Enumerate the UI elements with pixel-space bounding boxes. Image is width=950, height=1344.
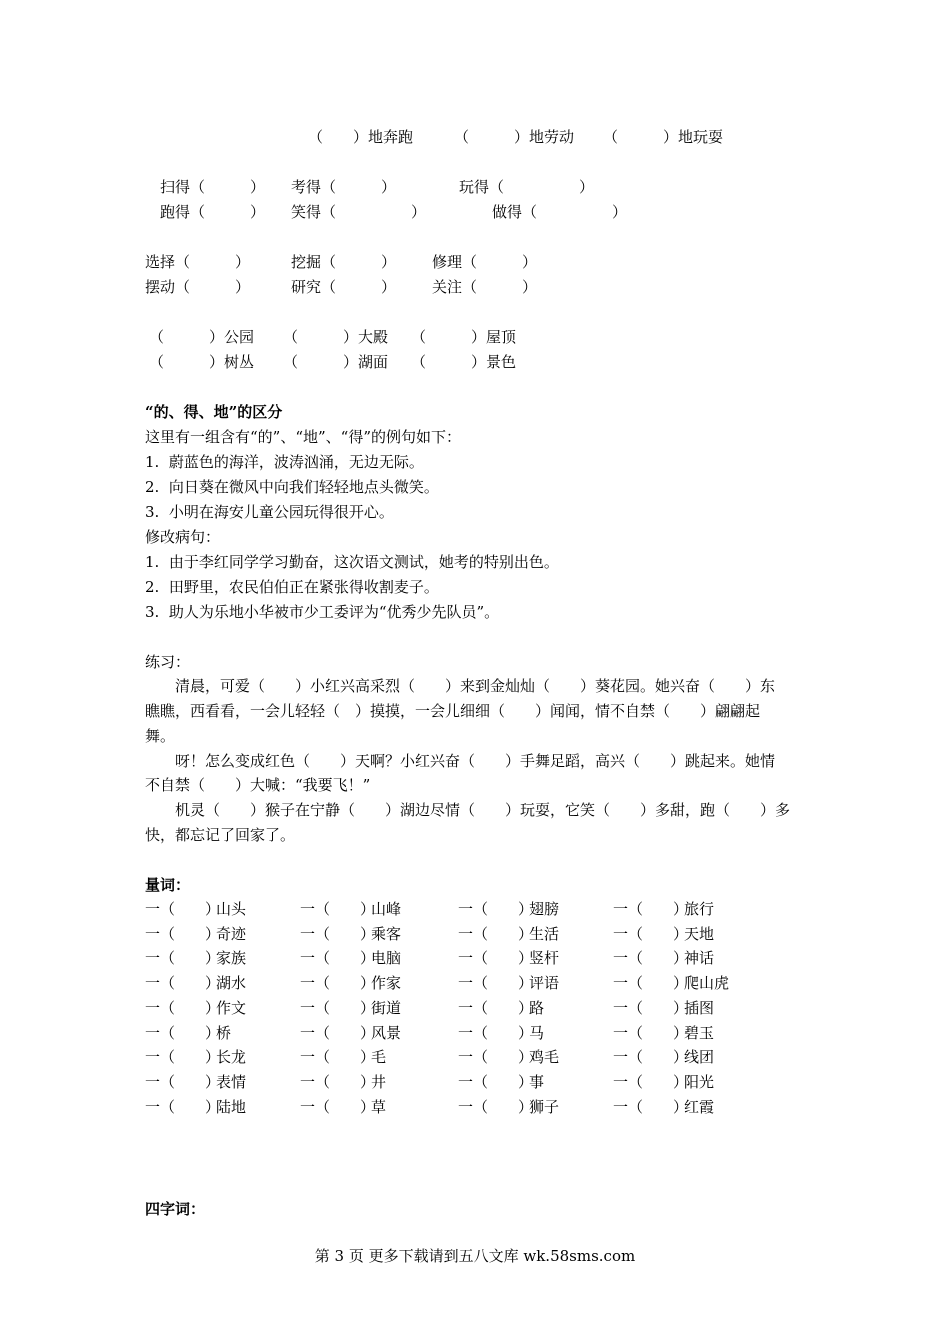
measure-noun: 生活 xyxy=(529,924,560,943)
measure-noun: 风景 xyxy=(371,1023,402,1042)
measure-blank: 一（ ） xyxy=(145,974,221,993)
measure-noun: 山头 xyxy=(216,900,247,918)
fix-line: 1. 由于李红同学学习勤奋，这次语文测试，她考的特别出色。 xyxy=(145,553,559,571)
practice-title: 练习： xyxy=(145,653,191,671)
measure-noun: 插图 xyxy=(684,998,715,1017)
measure-blank: 一（ ） xyxy=(300,949,376,968)
four-char-title: 四字词： xyxy=(145,1200,206,1218)
measure-noun: 家族 xyxy=(216,949,247,968)
measure-blank: 一（ ） xyxy=(145,1023,221,1042)
measure-blank: 一（ ） xyxy=(613,924,689,943)
measure-blank: 一（ ） xyxy=(458,998,534,1017)
object-item: 选择（ ） xyxy=(145,253,251,271)
practice-line: 快，都忘记了回家了。 xyxy=(145,826,296,844)
measure-blank: 一（ ） xyxy=(300,1048,376,1067)
measure-blank: 一（ ） xyxy=(458,924,534,943)
object-item: 关注（ ） xyxy=(432,278,538,296)
measure-noun: 碧玉 xyxy=(684,1023,715,1042)
fix-title: 修改病句： xyxy=(145,528,221,546)
measure-noun: 翅膀 xyxy=(529,900,560,918)
measure-blank: 一（ ） xyxy=(458,1048,534,1067)
measure-noun: 狮子 xyxy=(529,1097,560,1116)
measure-noun: 鸡毛 xyxy=(529,1048,560,1067)
measure-noun: 街道 xyxy=(371,998,402,1017)
page-footer: 第 3 页 更多下载请到五八文库 wk.58sms.com xyxy=(314,1247,636,1265)
adjective-item: （ ）景色 xyxy=(411,353,517,371)
adverb-item-2: （ ）地劳动 xyxy=(454,128,575,146)
measure-noun: 路 xyxy=(529,998,545,1017)
measure-noun: 山峰 xyxy=(371,900,402,918)
practice-line: 清晨，可爱（ ）小红兴高采烈（ ）来到金灿灿（ ）葵花园。她兴奋（ ）东 xyxy=(145,677,776,695)
measure-noun: 神话 xyxy=(684,949,715,968)
measure-noun: 表情 xyxy=(216,1072,247,1091)
de-item: 跑得（ ） xyxy=(160,203,266,221)
measure-noun: 电脑 xyxy=(371,949,402,968)
measure-blank: 一（ ） xyxy=(300,1072,376,1091)
measure-noun: 爬山虎 xyxy=(684,974,730,993)
measure-blank: 一（ ） xyxy=(613,1048,689,1067)
measure-noun: 线团 xyxy=(684,1048,715,1067)
measure-blank: 一（ ） xyxy=(458,1072,534,1091)
measure-noun: 阳光 xyxy=(684,1072,715,1091)
adjective-item: （ ）公园 xyxy=(149,328,255,346)
measure-blank: 一（ ） xyxy=(458,1097,534,1116)
object-item: 修理（ ） xyxy=(432,253,538,271)
measure-blank: 一（ ） xyxy=(613,949,689,968)
measure-blank: 一（ ） xyxy=(300,1097,376,1116)
de-item: 笑得（ ） xyxy=(291,203,427,221)
measure-noun: 桥 xyxy=(216,1023,232,1042)
object-item: 挖掘（ ） xyxy=(291,253,397,271)
measure-blank: 一（ ） xyxy=(613,998,689,1017)
measure-noun: 井 xyxy=(371,1072,387,1091)
measure-blank: 一（ ） xyxy=(145,1097,221,1116)
object-item: 研究（ ） xyxy=(291,278,397,296)
measure-blank: 一（ ） xyxy=(613,1097,689,1116)
adjective-item: （ ）屋顶 xyxy=(411,328,517,346)
measure-noun: 马 xyxy=(529,1023,545,1042)
example-line: 1. 蔚蓝色的海洋，波涛汹涌，无边无际。 xyxy=(145,453,424,471)
measure-blank: 一（ ） xyxy=(300,1023,376,1042)
distinction-intro: 这里有一组含有“的”、“地”、“得”的例句如下： xyxy=(145,428,462,446)
measure-blank: 一（ ） xyxy=(458,900,534,918)
measure-blank: 一（ ） xyxy=(300,900,376,918)
object-item: 摆动（ ） xyxy=(145,278,251,296)
measure-noun: 事 xyxy=(529,1072,545,1091)
measure-noun: 天地 xyxy=(684,924,715,943)
measure-blank: 一（ ） xyxy=(613,900,689,918)
practice-line: 不自禁（ ）大喊：“我要飞！” xyxy=(145,776,371,794)
measure-noun: 竖杆 xyxy=(529,949,560,968)
adverb-item-1: （ ）地奔跑 xyxy=(308,128,414,146)
practice-line: 机灵（ ）猴子在宁静（ ）湖边尽情（ ）玩耍，它笑（ ）多甜，跑（ ）多 xyxy=(145,801,791,819)
adjective-item: （ ）湖面 xyxy=(283,353,389,371)
measure-noun: 长龙 xyxy=(216,1048,247,1067)
adverb-item-3: （ ）地玩耍 xyxy=(603,128,724,146)
de-item: 玩得（ ） xyxy=(459,178,595,196)
measure-blank: 一（ ） xyxy=(613,1072,689,1091)
measure-noun: 草 xyxy=(371,1097,387,1116)
measure-noun: 毛 xyxy=(371,1048,387,1067)
measure-blank: 一（ ） xyxy=(613,1023,689,1042)
example-line: 2. 向日葵在微风中向我们轻轻地点头微笑。 xyxy=(145,478,439,496)
measure-blank: 一（ ） xyxy=(145,924,221,943)
de-item: 做得（ ） xyxy=(492,203,628,221)
measure-noun: 乘客 xyxy=(371,924,402,943)
distinction-title: “的、得、地”的区分 xyxy=(145,403,283,421)
measure-blank: 一（ ） xyxy=(145,1072,221,1091)
measure-noun: 作文 xyxy=(216,998,247,1017)
fix-line: 3. 助人为乐地小华被市少工委评为“优秀少先队员”。 xyxy=(145,603,500,621)
measure-blank: 一（ ） xyxy=(300,974,376,993)
measure-noun: 评语 xyxy=(529,974,560,993)
adjective-item: （ ）大殿 xyxy=(283,328,389,346)
measure-blank: 一（ ） xyxy=(145,1048,221,1067)
measure-noun: 湖水 xyxy=(216,974,247,993)
practice-line: 舞。 xyxy=(145,727,176,745)
de-item: 考得（ ） xyxy=(291,178,397,196)
measure-noun: 作家 xyxy=(371,974,402,993)
measure-blank: 一（ ） xyxy=(300,998,376,1017)
measure-noun: 陆地 xyxy=(216,1097,247,1116)
de-item: 扫得（ ） xyxy=(160,178,266,196)
measure-blank: 一（ ） xyxy=(613,974,689,993)
measure-blank: 一（ ） xyxy=(145,949,221,968)
measure-blank: 一（ ） xyxy=(458,949,534,968)
example-line: 3. 小明在海安儿童公园玩得很开心。 xyxy=(145,503,394,521)
measure-noun: 旅行 xyxy=(684,900,715,918)
practice-line: 呀！怎么变成红色（ ）天啊？小红兴奋（ ）手舞足蹈，高兴（ ）跳起来。她情 xyxy=(145,752,776,770)
measure-blank: 一（ ） xyxy=(145,998,221,1017)
measure-blank: 一（ ） xyxy=(145,900,221,918)
adjective-item: （ ）树丛 xyxy=(149,353,255,371)
measure-noun: 红霞 xyxy=(684,1097,715,1116)
measure-blank: 一（ ） xyxy=(458,1023,534,1042)
measure-words-title: 量词： xyxy=(145,876,191,894)
measure-blank: 一（ ） xyxy=(300,924,376,943)
measure-noun: 奇迹 xyxy=(216,924,247,943)
measure-blank: 一（ ） xyxy=(458,974,534,993)
fix-line: 2. 田野里，农民伯伯正在紧张得收割麦子。 xyxy=(145,578,439,596)
practice-line: 瞧瞧，西看看，一会儿轻轻（ ）摸摸，一会儿细细（ ）闻闻，情不自禁（ ）翩翩起 xyxy=(145,702,761,720)
